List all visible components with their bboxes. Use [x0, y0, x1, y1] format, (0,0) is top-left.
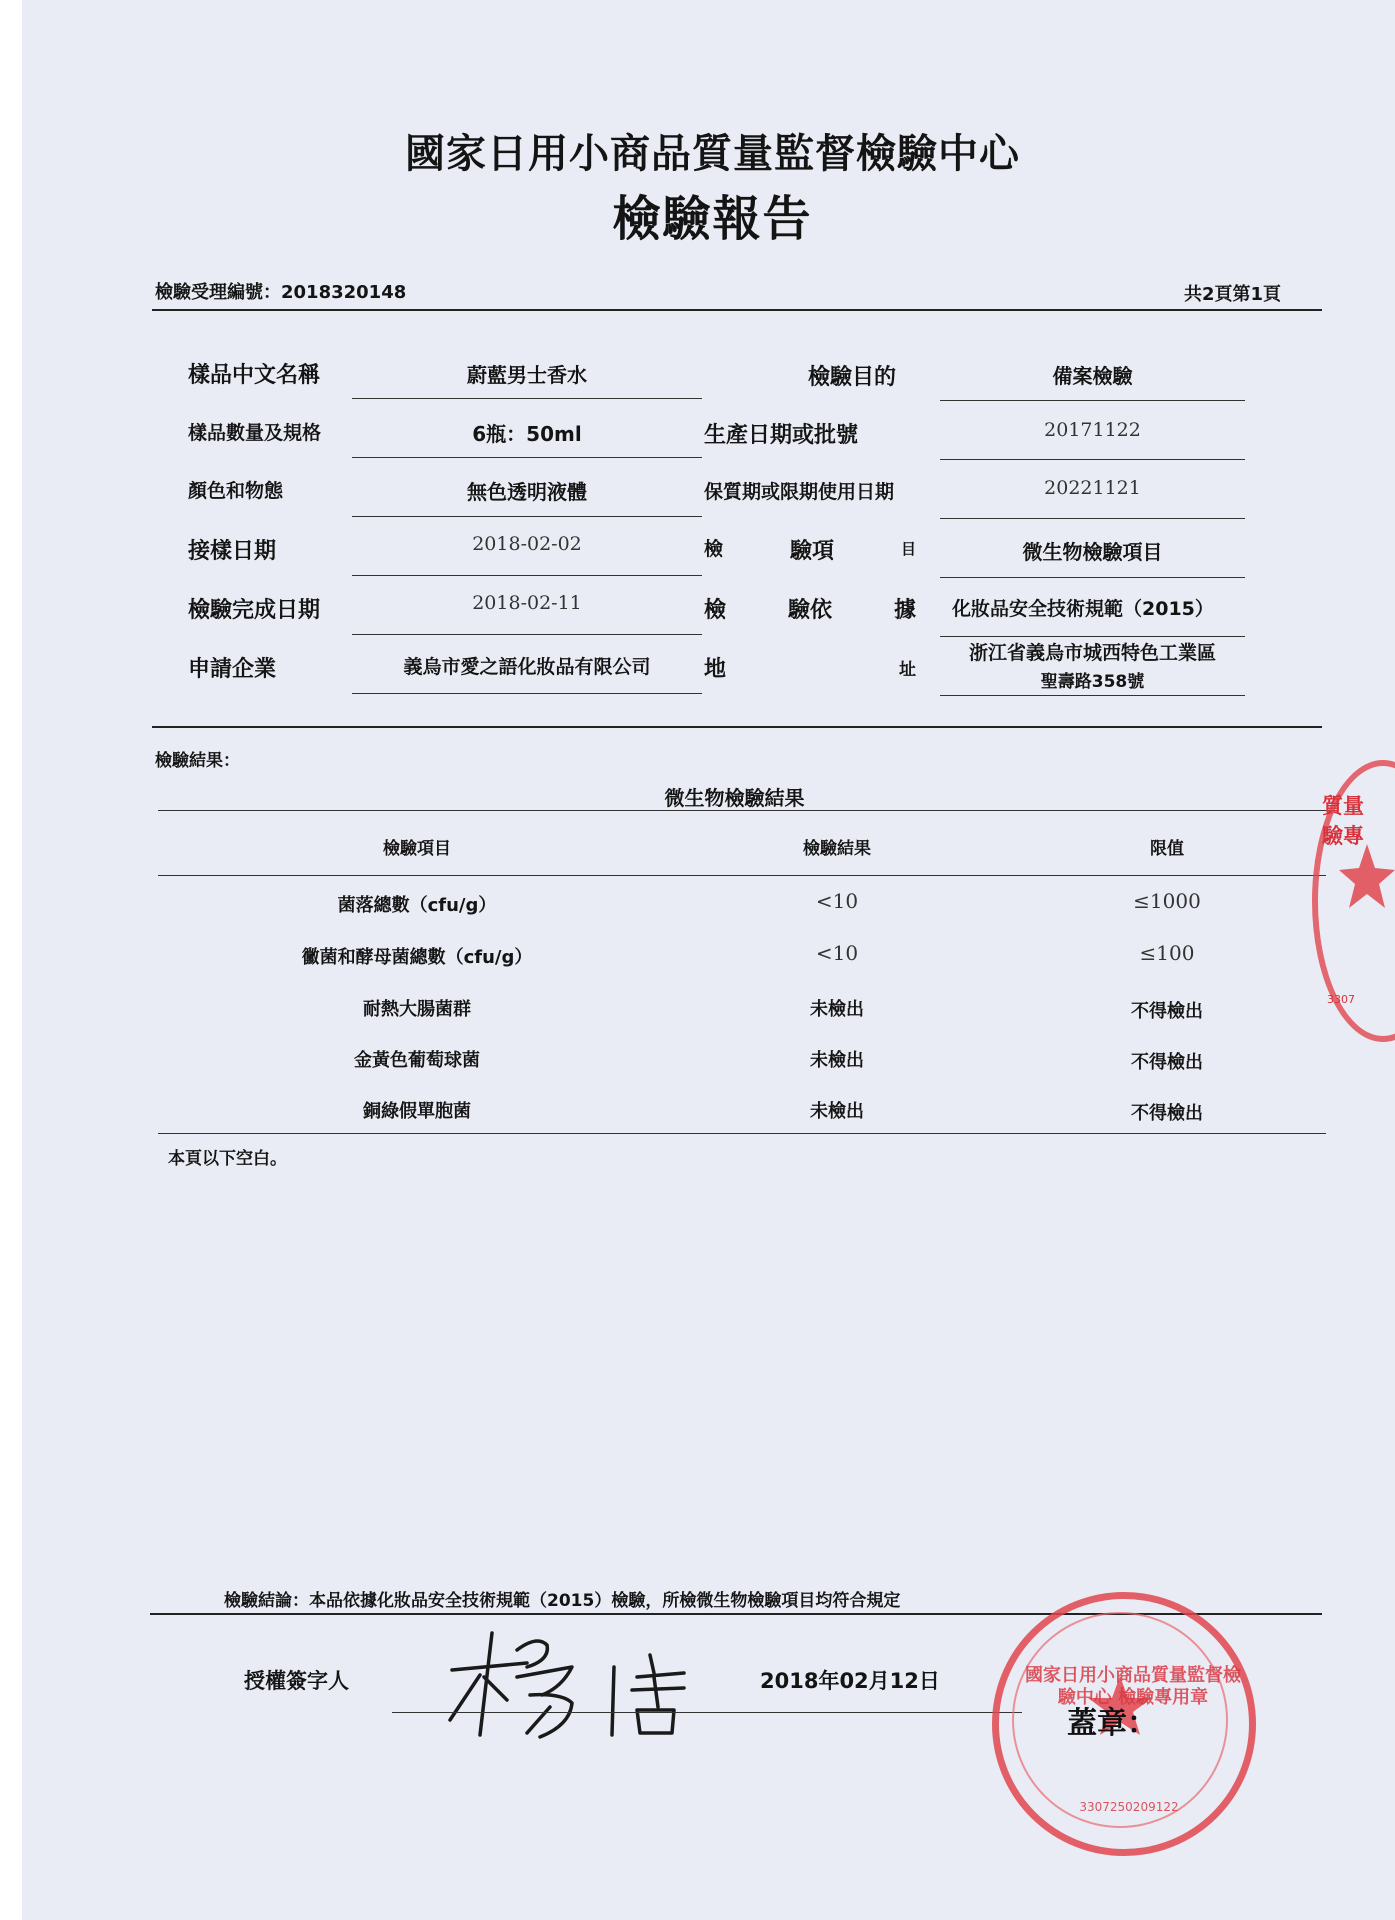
address-label-part: 地: [704, 657, 727, 682]
shelf-value: 20221121: [1044, 477, 1141, 499]
conclusion-text: 檢驗結論：本品依據化妝品安全技術規範（2015）檢驗，所檢微生物檢驗項目均符合規定: [224, 1591, 901, 1611]
basis-value: 化妝品安全技術規範（2015）: [952, 598, 1214, 620]
report-title: 檢驗報告: [612, 191, 813, 247]
address-label-part: 址: [899, 660, 916, 680]
applicant-value: 義烏市愛之語化妝品有限公司: [403, 656, 651, 678]
row-limit: 不得檢出: [1131, 1052, 1203, 1073]
underline: [940, 636, 1245, 637]
batch-value: 20171122: [1044, 419, 1141, 441]
accept-number: 2018320148: [281, 282, 407, 303]
row-limit: ≤1000: [1133, 889, 1201, 913]
row-limit: ≤100: [1139, 941, 1195, 965]
results-table-title: 微生物檢驗結果: [664, 786, 805, 810]
row-result: 未檢出: [810, 1101, 864, 1122]
finish-date-value: 2018-02-11: [472, 592, 582, 614]
finish-date-label: 檢驗完成日期: [188, 598, 321, 623]
seal-label: 蓋章：: [1067, 1706, 1157, 1741]
underline: [940, 518, 1245, 519]
row-result: 未檢出: [810, 1050, 864, 1071]
basis-label-part: 檢: [704, 598, 727, 623]
purpose-value: 備案檢驗: [1052, 364, 1133, 388]
table-rule: [158, 1133, 1326, 1134]
receive-date-label: 接樣日期: [188, 539, 277, 564]
table-rule: [158, 810, 1326, 811]
color-label: 顏色和物態: [188, 480, 284, 502]
top-rule: [152, 309, 1322, 311]
report-page: [22, 0, 1395, 1920]
column-header: 檢驗結果: [803, 839, 871, 859]
underline: [940, 459, 1245, 460]
signing-date: 2018年02月12日: [760, 1669, 940, 1693]
quantity-label: 樣品數量及規格: [188, 422, 322, 444]
underline: [352, 634, 702, 635]
basis-label-part: 據: [893, 598, 916, 623]
items-label-part: 檢: [704, 538, 724, 560]
signature-line: [392, 1712, 1022, 1713]
side-seal-text: 質量 驗專: [1322, 794, 1364, 848]
batch-label: 生產日期或批號: [704, 423, 859, 448]
row-item: 菌落總數（cfu/g）: [337, 895, 497, 916]
signer-label: 授權簽字人: [244, 1669, 349, 1693]
underline: [352, 575, 702, 576]
underline: [352, 457, 702, 458]
basis-label-part: 驗依: [787, 598, 832, 623]
basis-label: [704, 593, 916, 624]
address-line2: 聖壽路358號: [1040, 672, 1145, 692]
accept-number-line: [155, 278, 406, 304]
items-label-part: 目: [900, 540, 916, 558]
side-seal-star-icon: [1327, 840, 1395, 920]
blank-note: 本頁以下空白。: [168, 1149, 287, 1169]
underline: [352, 398, 702, 399]
signature: [422, 1615, 722, 1750]
purpose-label: 檢驗目的: [808, 365, 897, 390]
org-name: 國家日用小商品質量監督檢驗中心: [405, 131, 1020, 177]
page-info: 共2頁第1頁: [1184, 284, 1282, 305]
side-seal-number: 3307: [1327, 993, 1355, 1006]
address-line1: 浙江省義烏市城西特色工業區: [968, 642, 1216, 664]
row-item: 金黃色葡萄球菌: [354, 1050, 480, 1071]
row-item: 銅綠假單胞菌: [363, 1101, 471, 1122]
column-header: 限值: [1150, 839, 1184, 859]
sample-name-label: 樣品中文名稱: [188, 363, 321, 388]
underline: [940, 695, 1245, 696]
row-result: <10: [815, 941, 859, 965]
row-item: 黴菌和酵母菌總數（cfu/g）: [301, 947, 533, 968]
row-item: 耐熱大腸菌群: [363, 999, 471, 1020]
table-rule: [158, 875, 1326, 876]
shelf-label: 保質期或限期使用日期: [704, 481, 895, 503]
row-result: 未檢出: [810, 999, 864, 1020]
row-result: <10: [815, 889, 859, 913]
items-value: 微生物檢驗項目: [1022, 540, 1163, 564]
quantity-value: 6瓶：50ml: [472, 422, 582, 446]
column-header: 檢驗項目: [383, 839, 451, 859]
round-seal-text: 國家日用小商品質量監督檢驗中心 檢驗專用章: [1025, 1665, 1241, 1708]
address-label: [704, 652, 916, 683]
underline: [352, 516, 702, 517]
underline: [940, 400, 1245, 401]
results-section-label: 檢驗結果：: [155, 751, 240, 771]
items-label-part: 驗項: [789, 539, 834, 564]
receive-date-value: 2018-02-02: [472, 533, 582, 555]
sample-name-value: 蔚藍男士香水: [467, 363, 587, 387]
row-limit: 不得檢出: [1131, 1001, 1203, 1022]
applicant-label: 申請企業: [188, 657, 277, 682]
round-seal-number: 3307250209122: [1079, 1800, 1179, 1814]
row-limit: 不得檢出: [1131, 1103, 1203, 1124]
underline: [352, 693, 702, 694]
accept-number-label: 檢驗受理編號：: [155, 282, 281, 303]
underline: [940, 577, 1245, 578]
items-label: [704, 534, 916, 565]
color-value: 無色透明液體: [467, 480, 587, 504]
info-bottom-rule: [152, 726, 1322, 728]
